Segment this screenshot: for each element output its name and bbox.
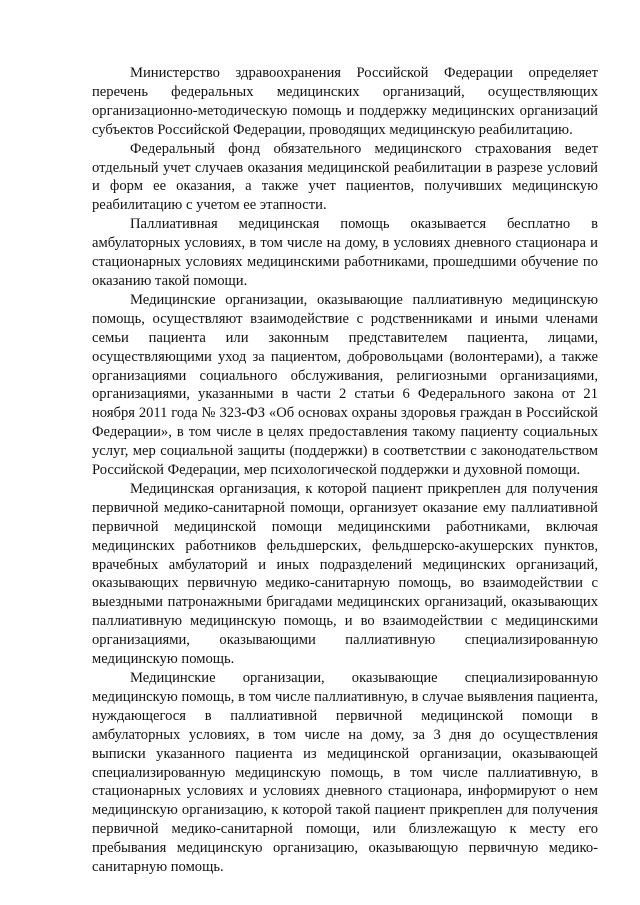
paragraph-palliative-free: Паллиативная медицинская помощь оказывается бесплатно в амбулаторных условиях, в том числе на дому, в условиях дневного стационара и стационарных условиях медицинскими работниками, прошедшими обучение по оказанию такой помощи. <box>92 216 598 289</box>
document-body <box>92 64 598 877</box>
paragraph-palliative-cooperation: Медицинские организации, оказывающие паллиативную медицинскую помощь, осуществляют взаимодействие с родственниками и иными членами семьи пациента или законным представителем пациента, лицами, осуществляющими уход за пациентом, добровольцами (волонтерами), а также организациями социального обслуживания, религиозными организациями, организациями, указанными в части 2 статьи 6 Федерального закона от 21 ноября 2011 года № 323-ФЗ «Об основах охраны здоровья граждан в Российской Федерации», в том числе в целях предоставления такому пациенту социальных услуг, мер социальной защиты (поддержки) в соответствии с законодательством Российской Федерации, мер психологической поддержки и духовной помощи. <box>92 291 598 479</box>
paragraph-rehabilitation-list: Министерство здравоохранения Российской Федерации определяет перечень федеральных медицинских организаций, осуществляющих организационно-методическую помощь и поддержку медицинских организаций субъектов Российской Федерации, проводящих медицинскую реабилитацию. <box>92 65 598 138</box>
paragraph-primary-care-organization: Медицинская организация, к которой пациент прикреплен для получения первичной медико-санитарной помощи, организует оказание ему паллиативной первичной медицинской помощи медицинскими работниками, включая медицинских работников фельдшерских, фельдшерско-акушерских пунктов, врачебных амбулаторий и иных подразделений медицинских организаций, оказывающих первичную медико-санитарную помощь, во взаимодействии с выездными патронажными бригадами медицинских организаций, оказывающих паллиативную медицинскую помощь, и во взаимодействии с медицинскими организациями, оказывающими паллиативную специализированную медицинскую помощь. <box>92 480 598 668</box>
paragraph-insurance-fund: Федеральный фонд обязательного медицинского страхования ведет отдельный учет случаев оказания медицинской реабилитации в разрезе условий и форм ее оказания, а также учет пациентов, получивших медицинскую реабилитацию с учетом ее этапности. <box>92 140 598 214</box>
paragraph-specialized-care-notification: Медицинские организации, оказывающие специализированную медицинскую помощь, в том числе паллиативную, в случае выявления пациента, нуждающегося в паллиативной первичной медицинской помощи в амбулаторных условиях, в том числе на дому, за 3 дня до осуществления выписки указанного пациента из медицинской организации, оказывающей специализированную медицинскую помощь, в том числе паллиативную, в стационарных условиях и условиях дневного стационара, информируют о нем медицинскую организацию, к которой такой пациент прикреплен для получения первичной медико-санитарной помощи, или близлежащую к месту его пребывания медицинскую организацию, оказывающую первичную медико-санитарную помощь. <box>92 670 598 876</box>
